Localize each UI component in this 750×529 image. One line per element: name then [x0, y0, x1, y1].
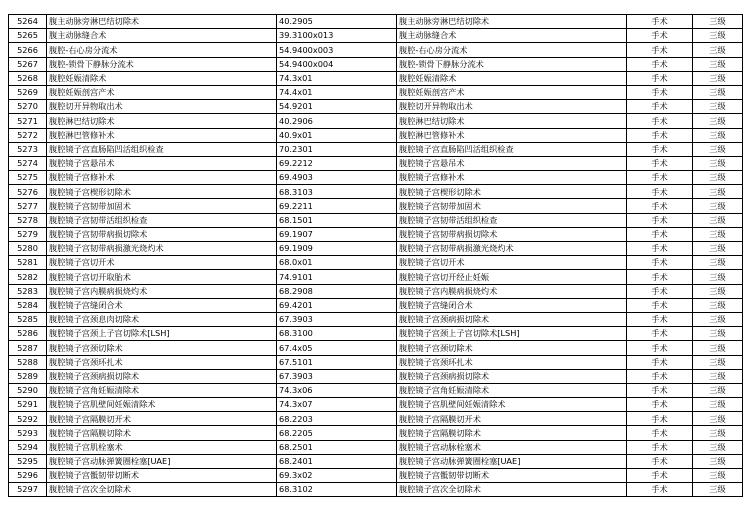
table-row	[9, 85, 743, 99]
table-row	[9, 43, 743, 57]
cell-level: 三级	[693, 270, 743, 284]
cell-name2: 腹腔镜子宫颈切除术	[397, 341, 627, 355]
cell-type: 手术	[627, 270, 693, 284]
cell-name: 腹腔镜子宫次全切除术	[47, 483, 277, 497]
table-row	[9, 483, 743, 497]
cell-name2: 腹腔妊娠清除术	[397, 71, 627, 85]
cell-icd: 68.3100	[277, 327, 397, 341]
cell-level: 三级	[693, 242, 743, 256]
cell-type: 手术	[627, 256, 693, 270]
cell-name2: 腹腔镜子宫内膜病损烧灼术	[397, 284, 627, 298]
cell-code: 5277	[9, 199, 47, 213]
table-row	[9, 57, 743, 71]
cell-name: 腹腔镜子宫颈切除术	[47, 341, 277, 355]
table-row	[9, 71, 743, 85]
table-row	[9, 355, 743, 369]
cell-name2: 腹腔镜子宫颈上子宫切除术[LSH]	[397, 327, 627, 341]
cell-code: 5289	[9, 369, 47, 383]
table-row	[9, 114, 743, 128]
cell-name: 腹腔镜子宫颈上子宫切除术[LSH]	[47, 327, 277, 341]
cell-code: 5296	[9, 469, 47, 483]
cell-code: 5283	[9, 284, 47, 298]
cell-code: 5280	[9, 242, 47, 256]
cell-icd: 74.3x06	[277, 383, 397, 397]
cell-type: 手术	[627, 171, 693, 185]
cell-level: 三级	[693, 29, 743, 43]
table-row	[9, 29, 743, 43]
cell-level: 三级	[693, 469, 743, 483]
table-row	[9, 383, 743, 397]
cell-code: 5291	[9, 398, 47, 412]
cell-code: 5265	[9, 29, 47, 43]
cell-code: 5297	[9, 483, 47, 497]
cell-level: 三级	[693, 440, 743, 454]
cell-name: 腹腔-右心房分流术	[47, 43, 277, 57]
cell-icd: 54.9400x003	[277, 43, 397, 57]
cell-type: 手术	[627, 100, 693, 114]
cell-icd: 69.1909	[277, 242, 397, 256]
cell-name2: 腹腔镜子宫角妊娠清除术	[397, 383, 627, 397]
cell-name2: 腹腔镜子宫肌壁间妊娠清除术	[397, 398, 627, 412]
cell-type: 手术	[627, 142, 693, 156]
surgery-catalog-table	[8, 14, 743, 497]
cell-name2: 腹腔-右心房分流术	[397, 43, 627, 57]
cell-level: 三级	[693, 15, 743, 29]
cell-icd: 68.1501	[277, 213, 397, 227]
cell-name: 腹腔妊娠剖宫产术	[47, 85, 277, 99]
cell-level: 三级	[693, 185, 743, 199]
cell-code: 5271	[9, 114, 47, 128]
cell-name: 腹主动脉旁淋巴结切除术	[47, 15, 277, 29]
cell-name: 腹腔镜子宫骶韧带切断术	[47, 469, 277, 483]
cell-level: 三级	[693, 426, 743, 440]
cell-name2: 腹主动脉缝合术	[397, 29, 627, 43]
cell-level: 三级	[693, 256, 743, 270]
cell-code: 5295	[9, 454, 47, 468]
cell-type: 手术	[627, 312, 693, 326]
table-row	[9, 398, 743, 412]
cell-code: 5276	[9, 185, 47, 199]
table-row	[9, 284, 743, 298]
table-row	[9, 227, 743, 241]
cell-type: 手术	[627, 327, 693, 341]
table-row	[9, 440, 743, 454]
cell-level: 三级	[693, 128, 743, 142]
cell-name2: 腹腔镜子宫修补术	[397, 171, 627, 185]
cell-type: 手术	[627, 43, 693, 57]
cell-type: 手术	[627, 29, 693, 43]
cell-icd: 54.9201	[277, 100, 397, 114]
cell-level: 三级	[693, 454, 743, 468]
cell-code: 5294	[9, 440, 47, 454]
cell-icd: 67.3903	[277, 369, 397, 383]
cell-icd: 54.9400x004	[277, 57, 397, 71]
cell-code: 5270	[9, 100, 47, 114]
cell-code: 5281	[9, 256, 47, 270]
cell-level: 三级	[693, 142, 743, 156]
cell-code: 5286	[9, 327, 47, 341]
cell-code: 5274	[9, 156, 47, 170]
cell-name: 腹腔镜子宫楔形切除术	[47, 185, 277, 199]
table-row	[9, 213, 743, 227]
cell-name: 腹腔镜子宫悬吊术	[47, 156, 277, 170]
cell-name2: 腹腔镜子宫隔膜切除术	[397, 426, 627, 440]
cell-name2: 腹腔镜子宫悬吊术	[397, 156, 627, 170]
cell-name: 腹腔镜子宫缝闭合术	[47, 298, 277, 312]
cell-name2: 腹腔镜子宫韧带病损切除术	[397, 227, 627, 241]
table-row	[9, 412, 743, 426]
cell-code: 5278	[9, 213, 47, 227]
cell-type: 手术	[627, 426, 693, 440]
cell-icd: 74.3x07	[277, 398, 397, 412]
table-row	[9, 185, 743, 199]
cell-icd: 74.4x01	[277, 85, 397, 99]
cell-code: 5275	[9, 171, 47, 185]
cell-code: 5290	[9, 383, 47, 397]
cell-type: 手术	[627, 483, 693, 497]
cell-icd: 40.2905	[277, 15, 397, 29]
cell-name2: 腹腔镜子宫颈病损切除术	[397, 312, 627, 326]
cell-type: 手术	[627, 227, 693, 241]
cell-name: 腹腔镜子宫颈病损切除术	[47, 369, 277, 383]
cell-name2: 腹腔镜子宫韧带活组织检查	[397, 213, 627, 227]
cell-name2: 腹腔镜子宫缝闭合术	[397, 298, 627, 312]
cell-type: 手术	[627, 128, 693, 142]
cell-type: 手术	[627, 284, 693, 298]
cell-level: 三级	[693, 312, 743, 326]
cell-icd: 68.2203	[277, 412, 397, 426]
cell-icd: 69.4201	[277, 298, 397, 312]
cell-level: 三级	[693, 298, 743, 312]
cell-name: 腹腔镜子宫动脉弹簧圈栓塞[UAE]	[47, 454, 277, 468]
cell-icd: 69.1907	[277, 227, 397, 241]
cell-code: 5268	[9, 71, 47, 85]
cell-name: 腹腔镜子宫内膜病损烧灼术	[47, 284, 277, 298]
cell-type: 手术	[627, 454, 693, 468]
table-row	[9, 341, 743, 355]
cell-name: 腹腔镜子宫颈息肉切除术	[47, 312, 277, 326]
cell-type: 手术	[627, 242, 693, 256]
cell-type: 手术	[627, 71, 693, 85]
cell-icd: 68.3102	[277, 483, 397, 497]
cell-level: 三级	[693, 383, 743, 397]
cell-level: 三级	[693, 284, 743, 298]
cell-level: 三级	[693, 483, 743, 497]
cell-code: 5266	[9, 43, 47, 57]
table-row	[9, 171, 743, 185]
cell-name: 腹腔-锁骨下静脉分流术	[47, 57, 277, 71]
cell-icd: 68.3103	[277, 185, 397, 199]
cell-type: 手术	[627, 199, 693, 213]
cell-type: 手术	[627, 355, 693, 369]
table-row	[9, 156, 743, 170]
cell-type: 手术	[627, 341, 693, 355]
cell-level: 三级	[693, 156, 743, 170]
cell-icd: 39.3100x013	[277, 29, 397, 43]
table-row	[9, 426, 743, 440]
table-row	[9, 256, 743, 270]
cell-type: 手术	[627, 412, 693, 426]
cell-name: 腹腔镜子宫隔膜切除术	[47, 426, 277, 440]
cell-name2: 腹腔镜子宫韧带加固术	[397, 199, 627, 213]
cell-name: 腹腔淋巴管修补术	[47, 128, 277, 142]
cell-type: 手术	[627, 369, 693, 383]
cell-name: 腹腔镜子宫切开术	[47, 256, 277, 270]
table-row	[9, 142, 743, 156]
cell-type: 手术	[627, 156, 693, 170]
cell-icd: 74.9101	[277, 270, 397, 284]
cell-name: 腹腔镜子宫直肠陷凹活组织检查	[47, 142, 277, 156]
cell-type: 手术	[627, 469, 693, 483]
cell-level: 三级	[693, 398, 743, 412]
cell-icd: 69.2211	[277, 199, 397, 213]
cell-icd: 68.0x01	[277, 256, 397, 270]
cell-icd: 69.4903	[277, 171, 397, 185]
cell-icd: 68.2205	[277, 426, 397, 440]
cell-name2: 腹腔切开异物取出术	[397, 100, 627, 114]
cell-name2: 腹腔-锁骨下静脉分流术	[397, 57, 627, 71]
cell-level: 三级	[693, 355, 743, 369]
cell-code: 5269	[9, 85, 47, 99]
cell-code: 5264	[9, 15, 47, 29]
cell-code: 5293	[9, 426, 47, 440]
cell-name2: 腹腔镜子宫次全切除术	[397, 483, 627, 497]
cell-icd: 67.3903	[277, 312, 397, 326]
cell-name2: 腹腔镜子宫骶韧带切断术	[397, 469, 627, 483]
cell-name: 腹主动脉缝合术	[47, 29, 277, 43]
cell-type: 手术	[627, 213, 693, 227]
table-row	[9, 100, 743, 114]
cell-name: 腹腔镜子宫韧带病损激光烧灼术	[47, 242, 277, 256]
cell-name2: 腹腔淋巴结切除术	[397, 114, 627, 128]
cell-icd: 67.5101	[277, 355, 397, 369]
cell-level: 三级	[693, 213, 743, 227]
table-row	[9, 242, 743, 256]
table-row	[9, 128, 743, 142]
cell-type: 手术	[627, 398, 693, 412]
cell-type: 手术	[627, 15, 693, 29]
cell-name2: 腹腔镜子宫切开术	[397, 256, 627, 270]
cell-name: 腹腔镜子宫韧带加固术	[47, 199, 277, 213]
cell-level: 三级	[693, 57, 743, 71]
cell-type: 手术	[627, 383, 693, 397]
cell-name: 腹腔镜子宫切开取胎术	[47, 270, 277, 284]
cell-code: 5288	[9, 355, 47, 369]
cell-name2: 腹腔镜子宫动脉弹簧圈栓塞[UAE]	[397, 454, 627, 468]
cell-code: 5273	[9, 142, 47, 156]
cell-name: 腹腔妊娠清除术	[47, 71, 277, 85]
table-row	[9, 15, 743, 29]
cell-name2: 腹腔镜子宫楔形切除术	[397, 185, 627, 199]
cell-name: 腹腔镜子宫修补术	[47, 171, 277, 185]
cell-code: 5279	[9, 227, 47, 241]
cell-icd: 68.2401	[277, 454, 397, 468]
cell-code: 5287	[9, 341, 47, 355]
cell-name: 腹腔切开异物取出术	[47, 100, 277, 114]
table-row	[9, 369, 743, 383]
cell-icd: 69.2212	[277, 156, 397, 170]
table-row	[9, 199, 743, 213]
table-row	[9, 270, 743, 284]
cell-level: 三级	[693, 199, 743, 213]
cell-level: 三级	[693, 100, 743, 114]
cell-name2: 腹主动脉旁淋巴结切除术	[397, 15, 627, 29]
table-row	[9, 298, 743, 312]
cell-name2: 腹腔镜子宫动脉栓塞术	[397, 440, 627, 454]
cell-name: 腹腔镜子宫韧带活组织检查	[47, 213, 277, 227]
cell-name2: 腹腔淋巴管修补术	[397, 128, 627, 142]
cell-level: 三级	[693, 327, 743, 341]
cell-icd: 68.2908	[277, 284, 397, 298]
cell-type: 手术	[627, 57, 693, 71]
cell-name: 腹腔镜子宫隔膜切开术	[47, 412, 277, 426]
cell-icd: 74.3x01	[277, 71, 397, 85]
table-row	[9, 312, 743, 326]
cell-name2: 腹腔镜子宫颈病损切除术	[397, 369, 627, 383]
cell-type: 手术	[627, 440, 693, 454]
table-row	[9, 469, 743, 483]
cell-code: 5285	[9, 312, 47, 326]
cell-level: 三级	[693, 171, 743, 185]
cell-type: 手术	[627, 114, 693, 128]
cell-icd: 69.3x02	[277, 469, 397, 483]
cell-name: 腹腔镜子宫颈环扎术	[47, 355, 277, 369]
cell-level: 三级	[693, 341, 743, 355]
table-row	[9, 454, 743, 468]
cell-code: 5272	[9, 128, 47, 142]
cell-name2: 腹腔镜子宫切开经止妊娠	[397, 270, 627, 284]
table-body	[9, 15, 743, 497]
cell-code: 5292	[9, 412, 47, 426]
cell-code: 5284	[9, 298, 47, 312]
cell-type: 手术	[627, 85, 693, 99]
cell-type: 手术	[627, 298, 693, 312]
cell-icd: 67.4x05	[277, 341, 397, 355]
cell-level: 三级	[693, 71, 743, 85]
cell-icd: 40.9x01	[277, 128, 397, 142]
cell-code: 5267	[9, 57, 47, 71]
cell-level: 三级	[693, 85, 743, 99]
cell-name2: 腹腔镜子宫隔膜切开术	[397, 412, 627, 426]
cell-level: 三级	[693, 412, 743, 426]
cell-name: 腹腔镜子宫肌栓塞术	[47, 440, 277, 454]
cell-name: 腹腔镜子宫角妊娠清除术	[47, 383, 277, 397]
cell-level: 三级	[693, 227, 743, 241]
cell-name: 腹腔淋巴结切除术	[47, 114, 277, 128]
cell-icd: 70.2301	[277, 142, 397, 156]
cell-name: 腹腔镜子宫肌壁间妊娠清除术	[47, 398, 277, 412]
cell-name2: 腹腔镜子宫颈环扎术	[397, 355, 627, 369]
cell-code: 5282	[9, 270, 47, 284]
cell-type: 手术	[627, 185, 693, 199]
cell-name2: 腹腔镜子宫韧带病损激光烧灼术	[397, 242, 627, 256]
cell-name: 腹腔镜子宫韧带病损切除术	[47, 227, 277, 241]
cell-level: 三级	[693, 114, 743, 128]
table-row	[9, 327, 743, 341]
cell-level: 三级	[693, 43, 743, 57]
cell-icd: 40.2906	[277, 114, 397, 128]
cell-level: 三级	[693, 369, 743, 383]
cell-name2: 腹腔妊娠剖宫产术	[397, 85, 627, 99]
cell-name2: 腹腔镜子宫直肠陷凹活组织检查	[397, 142, 627, 156]
cell-icd: 68.2501	[277, 440, 397, 454]
